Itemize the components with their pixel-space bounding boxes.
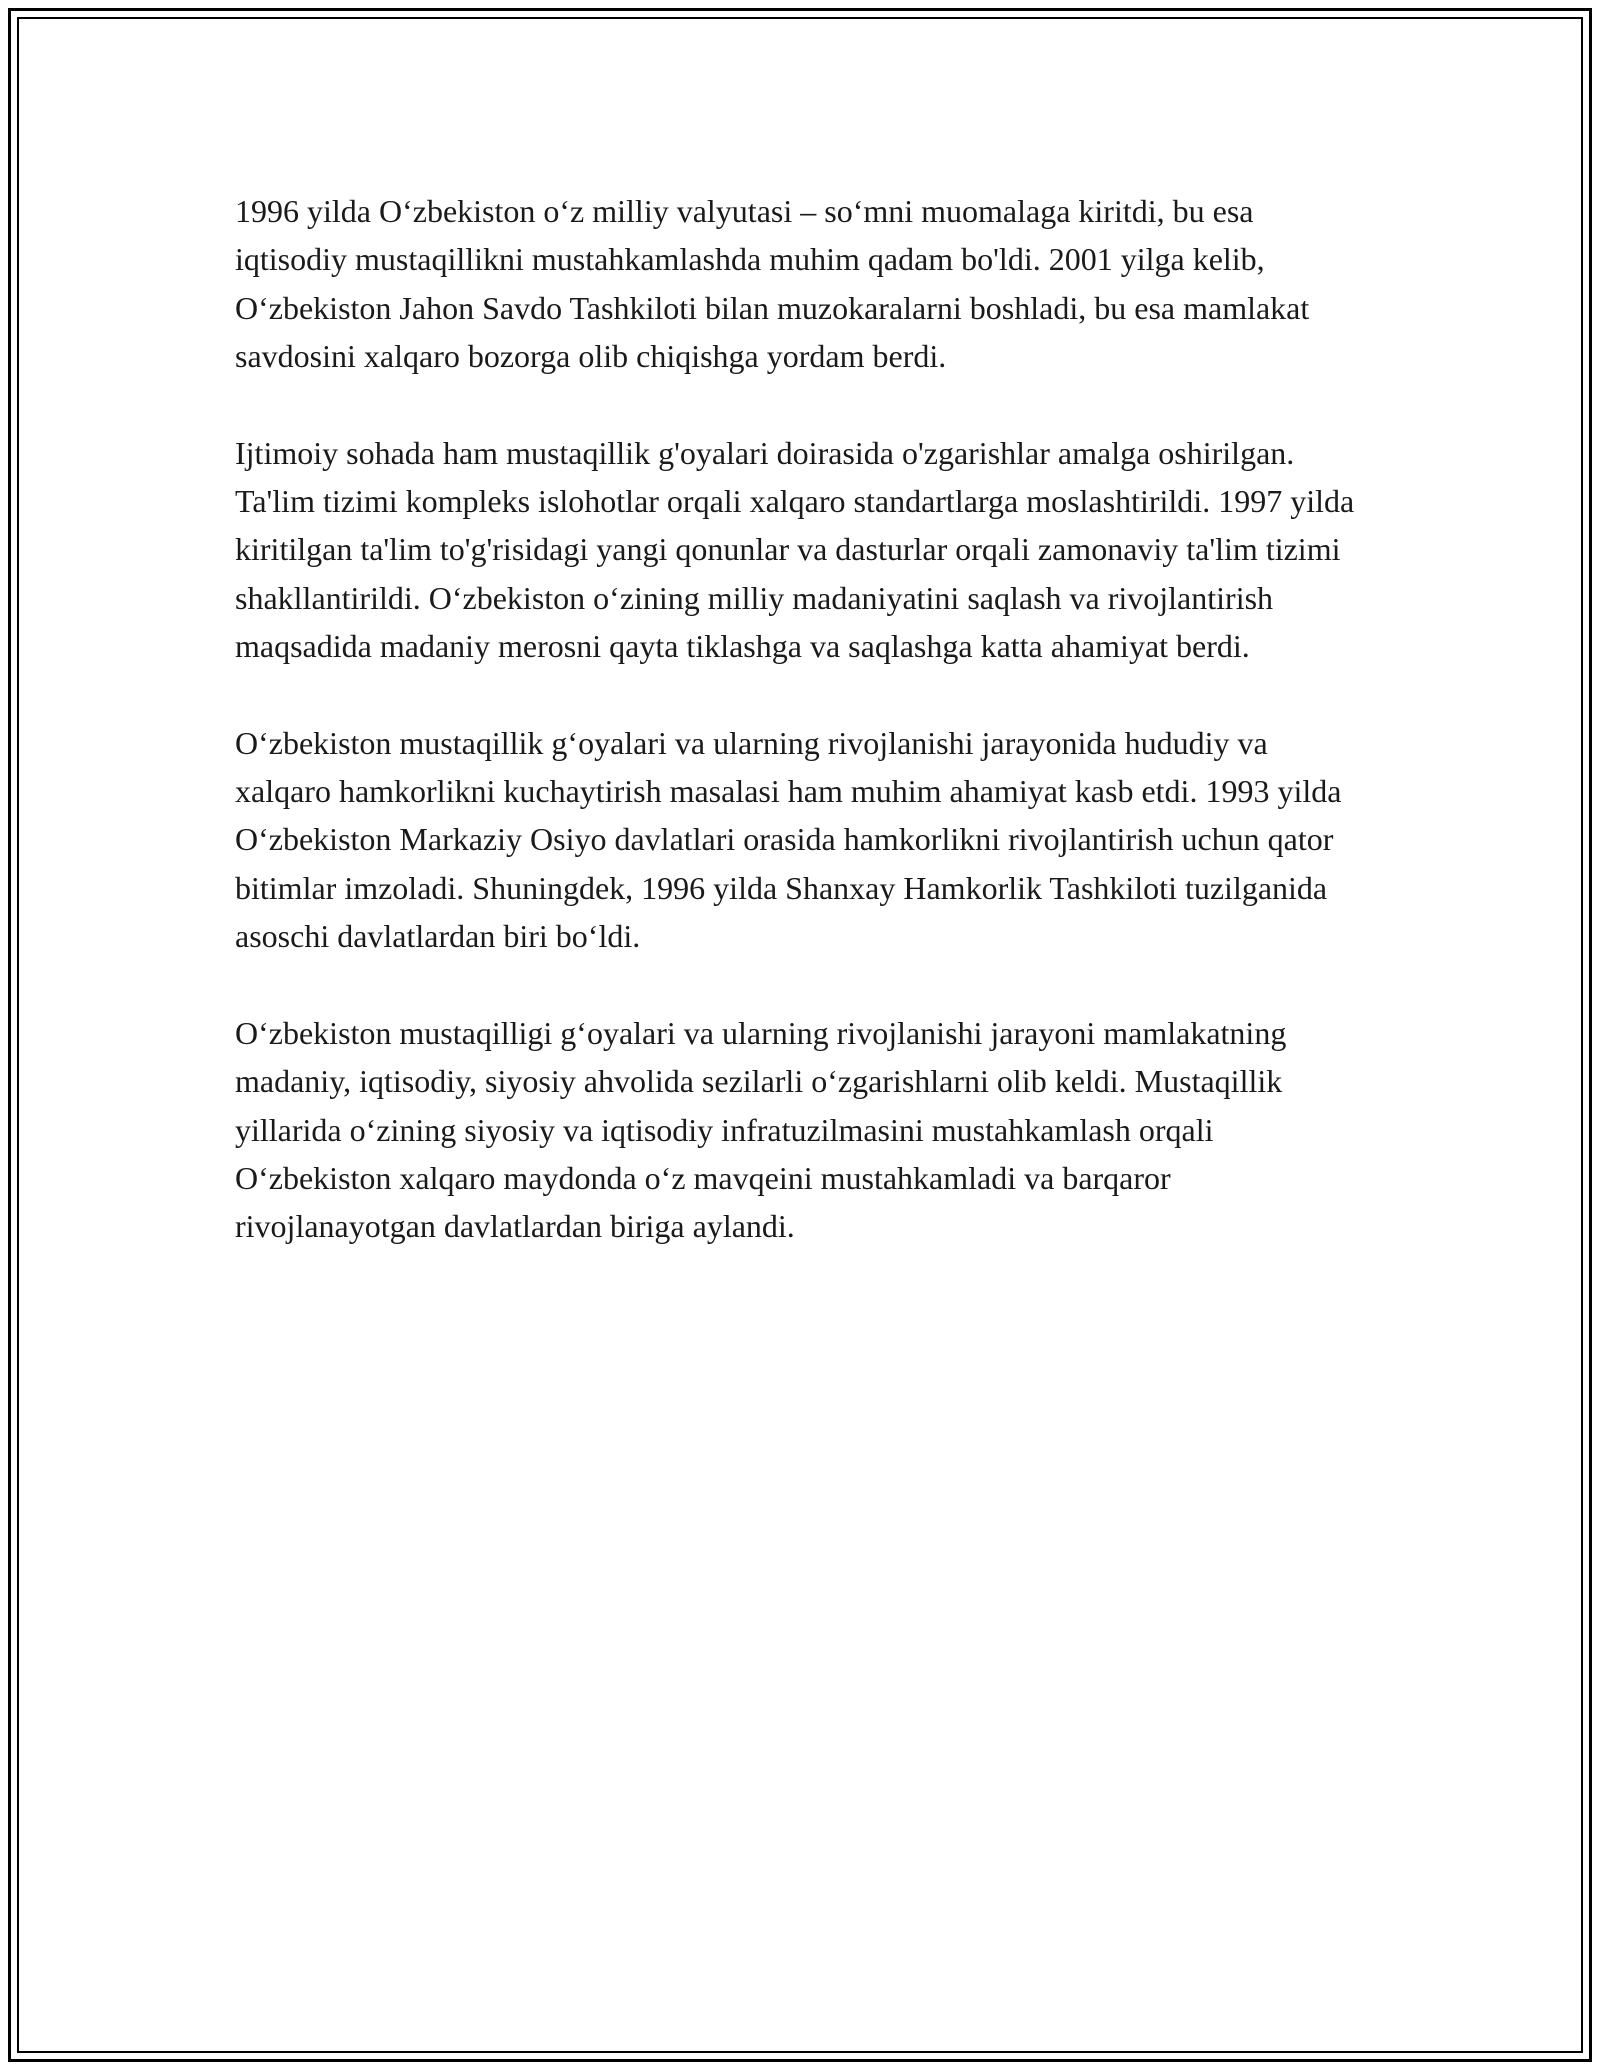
paragraph-regional-cooperation: O‘zbekiston mustaqillik g‘oyalari va ularning rivojlanishi jarayonida hududiy va xalqaro hamkorlikni kuchaytirish masalasi ham muhim ahamiyat kasb etdi. 1993 yilda O‘zbekiston Markaziy Osiyo davlatlari orasida hamkorlikni rivojlantirish uchun qator bitimlar imzoladi. Shuningdek, 1996 yilda Shanxay Hamkorlik Tashkiloti tuzilganida asoschi davlatlardan biri bo‘ldi.	[235, 724, 1342, 955]
paragraph-conclusion: O‘zbekiston mustaqilligi g‘oyalari va ularning rivojlanishi jarayoni mamlakatning madaniy, iqtisodiy, siyosiy ahvolida sezilarli o‘zgarishlarni olib keldi. Mustaqillik yillarida o‘zining siyosiy va iqtisodiy infratuzilmasini mustahkamlash orqali O‘zbekiston xalqaro maydonda o‘z mavqeini mustahkamladi va barqaror rivojlanayotgan davlatlardan biriga aylandi.	[235, 1014, 1287, 1245]
document-body	[235, 187, 1370, 1299]
paragraph-currency-and-trade: 1996 yilda O‘zbekiston o‘z milliy valyutasi – so‘mni muomalaga kiritdi, bu esa iqtisodiy mustaqillikni mustahkamlashda muhim qadam bo'ldi. 2001 yilga kelib, O‘zbekiston Jahon Savdo Tashkiloti bilan muzokaralarni boshladi, bu esa mamlakat savdosini xalqaro bozorga olib chiqishga yordam berdi.	[235, 193, 1310, 375]
paragraph-social-and-education: Ijtimoiy sohada ham mustaqillik g'oyalari doirasida o'zgarishlar amalga oshirilgan. Ta'lim tizimi kompleks islohotlar orqali xalqaro standartlarga moslashtirildi. 1997 yilda kiritilgan ta'lim to'g'risidagi yangi qonunlar va dasturlar orqali zamonaviy ta'lim tizimi shakllantirildi. O‘zbekiston o‘zining milliy madaniyatini saqlash va rivojlantirish maqsadida madaniy merosni qayta tiklashga va saqlashga katta ahamiyat berdi.	[235, 434, 1355, 665]
